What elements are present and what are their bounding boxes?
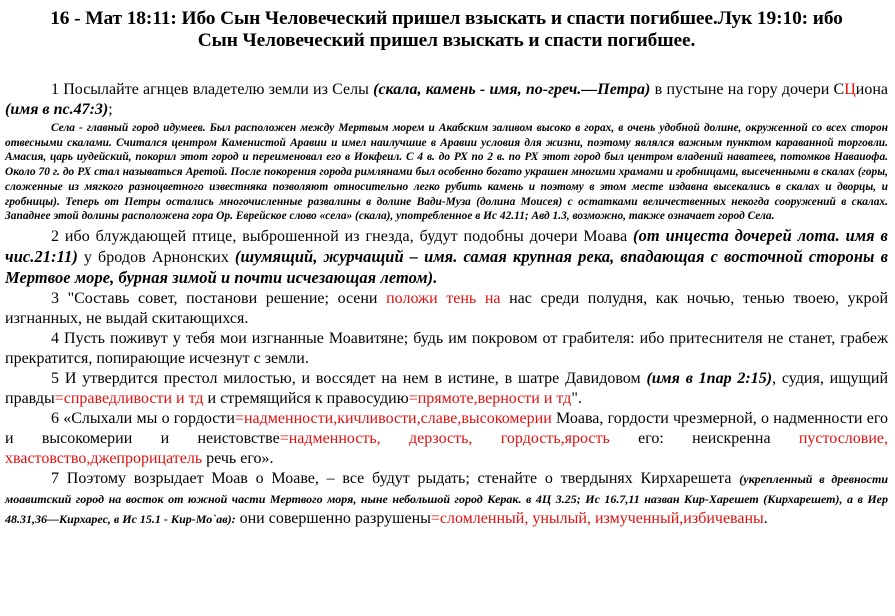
- verse-1-reference: (имя в пс.47:3): [5, 101, 109, 118]
- verse-1-comment: (скала, камень - имя, по-греч.—Петра): [373, 81, 651, 98]
- verse-5-reference: (имя в 1пар 2:15): [646, 369, 773, 387]
- verse-2-comment-2: (шумящий, журчащий – имя. самая крупная река, впадающая с восточной стороны в Мертвое море, бурная зимой и почти исчезающая летом).: [5, 246, 888, 287]
- verse-7-text-cont: они совершенно разрушены: [235, 509, 431, 527]
- verse-5-text-mid: и стремящийся к правосудию: [203, 389, 409, 407]
- verse-1-text: 1 Посылайте агнцев владетелю земли из Селы: [51, 81, 374, 98]
- verse-7-highlight: =сломленный, унылый, измученный,избичеваны: [430, 509, 764, 527]
- verse-7-text: 7 Поэтому возрыдает Моав о Моаве, – все будут рыдать; стенайте о твердынях Кирхарешета: [51, 469, 740, 487]
- verse-7-punct: .: [763, 509, 768, 527]
- verse-3-text: 3 "Составь совет, постанови решение; осени: [51, 289, 387, 307]
- verse-5-highlight-1: =справедливости и тд: [54, 389, 204, 407]
- verse-7: [5, 469, 888, 529]
- verse-4: [5, 329, 888, 369]
- title-line-2: Сын Человеческий пришел взыскать и спасти погибшее.: [197, 30, 696, 51]
- verse-1-text-end: иона: [855, 81, 889, 98]
- page-title: [5, 8, 888, 52]
- title-line-1: 16 - Мат 18:11: Ибо Сын Человеческий пришел взыскать и спасти погибшее.Лук 19:10: ибо: [50, 8, 843, 29]
- verse-6-text-cont: Моава, гордости чрезмерной, о надменности его и высокомерии и неистовстве: [5, 409, 888, 447]
- verse-1-punct: ;: [108, 101, 113, 118]
- verse-6-highlight-3: пустословие, хвастовство,джепрорицатель: [5, 429, 889, 467]
- verse-3: [5, 289, 888, 329]
- verse-2-text: 2 ибо блуждающей птице, выброшенной из гнезда, будут подобны дочери Моава: [51, 227, 634, 245]
- verse-5-text-cont: , судия, ищущий правды: [5, 369, 889, 407]
- verse-7-comment: (укрепленный в древности моавитский город на восток от южной части Мертвого моря, ныне небольшой город Керак. в 4Ц 3.25; Ис 16.7,11 назван Кир-Харешет (Кирхарешет), а в Иер 48.31,36—Кирхарес, в Ис 15.1 - Кир-Мо`ав):: [5, 471, 888, 526]
- verse-6-text: 6 «Слыхали мы о гордости: [51, 409, 235, 427]
- verse-1-text-cont: в пустыне на гору дочери С: [650, 81, 845, 98]
- verse-2-comment: (от инцеста дочерей лота. имя в чис.21:11): [5, 225, 888, 266]
- verse-2-text-cont: у бродов Арнонских: [77, 248, 235, 266]
- verse-6-highlight-2: =надменность, дерзость, гордость,ярость: [279, 429, 610, 447]
- verse-6-text-end: речь его».: [202, 449, 274, 467]
- verse-5-text: 5 И утвердится престол милостью, и воссядет на нем в истине, в шатре Давидовом: [51, 369, 647, 387]
- verse-5-highlight-2: =прямоте,верности и тд: [408, 389, 572, 407]
- verse-3-text-cont: нас среди полудня, как ночью, тенью твоею, укрой изгнанных, не выдай скитающихся.: [5, 289, 888, 327]
- note-sela: Села - главный город идумеев. Был расположен между Мертвым морем и Акабским заливом высоко в горах, в очень удобной долине, окруженной со всех сторон отвесными скалами. Считался центром Каменистой Аравии и имел наилучшие в Аравии условия для жизни, поэтому являлся важным пунктом караванной торговли. Амасия, царь иудейский, покорил этот город и переименовал его в Иокфеил. С 4 в. до РХ по 2 в. по РХ этот город был центром владений наватеев, потомков Наваиофа. Около 70 г. до РХ стал называться Аретой. После покорения города римлянами был особенно богато украшен многими храмами и гробницами, высеченными в скалах (горы, сложенные из мягкого разноцветного известняка позволяют относительно легко рубить камень и поэтому в этом месте издавна высекались в скалах и дворцы, и гробницы). Теперь от Петры остались многочисленные развалины в долине Вади-Муза (долина Моисея) с остатками величественных некогда сооружений в скалах. Западнее этой долины расположена гора Ор. Еврейское слово «села» (скала), употребленное в Ис 42.11; Авд 1.3, возможно, также означает город Села.: [5, 122, 888, 223]
- verse-1: [5, 80, 888, 120]
- document-body: [5, 80, 888, 529]
- verse-4-text: 4 Пусть поживут у тебя мои изгнанные Моавитяне; будь им покровом от грабителя: ибо притеснителя не станет, грабеж прекратится, попирающие исчезнут с земли.: [5, 329, 888, 367]
- verse-2: [5, 226, 888, 289]
- verse-6-highlight-1: =надменности,кичливости,славе,высокомерии: [234, 409, 552, 427]
- verse-5-punct: ".: [571, 389, 582, 407]
- verse-1-red-letter: Ц: [844, 81, 856, 98]
- verse-6-text-mid: его: неискренна: [609, 429, 799, 447]
- verse-6: [5, 409, 888, 469]
- verse-5: [5, 369, 888, 409]
- verse-3-highlight: положи тень на: [386, 289, 501, 307]
